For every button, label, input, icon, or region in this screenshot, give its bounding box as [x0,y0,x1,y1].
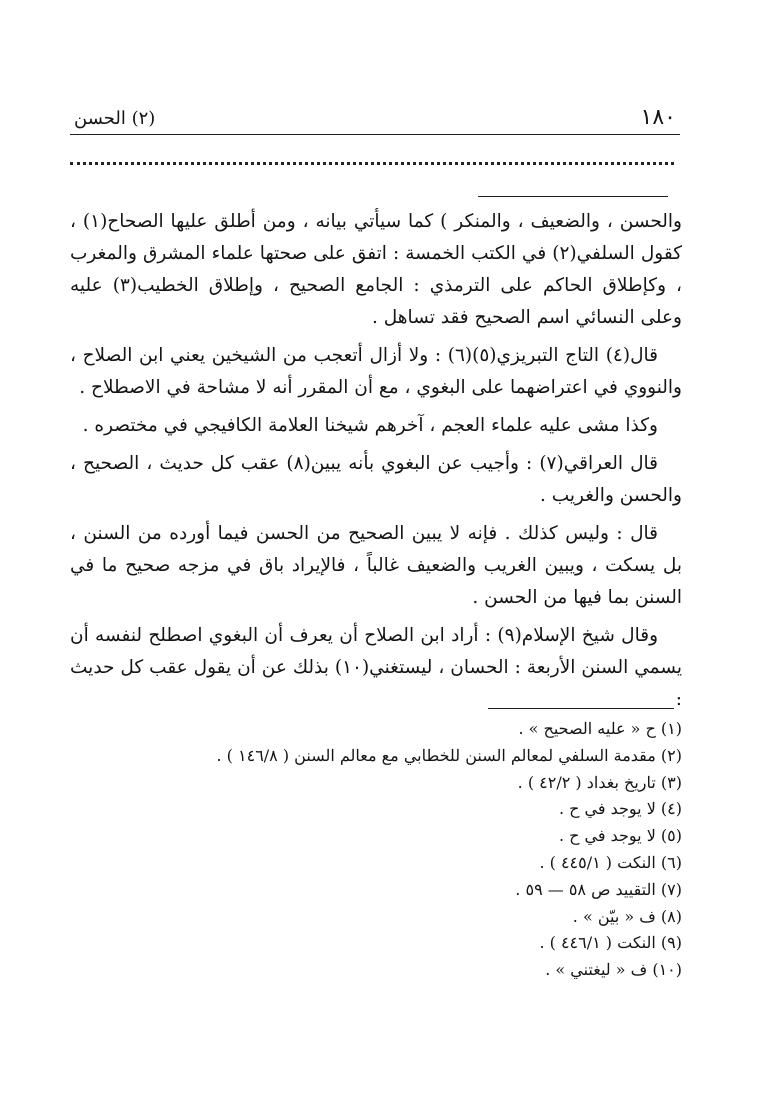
footnote-item: (٨) ف « بيّن » . [572,906,682,926]
footnote-item: (٩) النكت ( ٤٤٦/١ ) . [539,933,682,953]
footnote-item: (٦) النكت ( ٤٤٥/١ ) . [539,852,682,872]
footnote-item: (٢) مقدمة السلفي لمعالم السنن للخطابي مع معالم السنن ( ١٤٦/٨ ) . [216,745,682,765]
paragraph: قال : وليس كذلك . فإنه لا يبين الصحيح من الحسن فيما أورده من السنن ، بل يسكت ، ويبين الغريب والضعيف غالباً ، فالإيراد باق في مزجه صحيح ما في السنن بما فيها من الحسن . [70,523,682,608]
paragraph: قال العراقي(٧) : وأجيب عن البغوي بأنه يبين(٨) عقب كل حديث ، الصحيح ، والحسن والغريب . [70,453,682,506]
footnote-item: (١٠) ف « ليغتني » . [545,960,682,980]
footnote-item: (٧) التقييد ص ٥٨ — ٥٩ . [515,879,682,899]
ellipsis-divider [70,162,674,165]
footnote-item: (٥) لا يوجد في ح . [558,826,682,846]
footnote-item: (٤) لا يوجد في ح . [558,799,682,819]
page-number: ١٨٠ [640,105,676,130]
paragraph: والحسن ، والضعيف ، والمنكر ) كما سيأتي بيانه ، ومن أطلق عليها الصحاح(١) ، كقول السلفي(٢) في الكتب الخمسة : اتفق على صحتها علماء المشرق والمغرب ، وكإطلاق الحاكم على الترمذي : الجامع الصحيح ، وإطلاق الخطيب(٣) عليه وعلى النسائي اسم الصحيح فقد تساهل . [70,211,682,328]
paragraph: وقال شيخ الإسلام(٩) : أراد ابن الصلاح أن يعرف أن البغوي اصطلح لنفسه أن يسمي السنن الأربعة : الحسان ، ليستغني(١٠) بذلك عن أن يقول عقب كل حديث : [70,625,682,710]
footnote-item: (١) ح « عليه الصحيح » . [518,719,682,738]
paragraph: قال(٤) التاج التبريزي(٥)(٦) : ولا أزال أتعجب من الشيخين يعني ابن الصلاح ، والنووي في اعتراضهما على البغوي ، مع أن المقرر أنه لا مشاحة في الاصطلاح . [70,345,682,398]
footnote-separator [488,708,674,709]
footnote-item: (٣) تاريخ بغداد ( ٤٢/٢ ) . [517,772,682,792]
paragraph: وكذا مشى عليه علماء العجم ، آخرهم شيخنا العلامة الكافيجي في مختصره . [82,415,658,436]
chapter-title: (٢) الحسن [74,108,156,129]
main-text [70,206,682,716]
running-header [70,106,680,135]
footnotes-list [82,716,682,984]
section-rule [478,196,668,197]
